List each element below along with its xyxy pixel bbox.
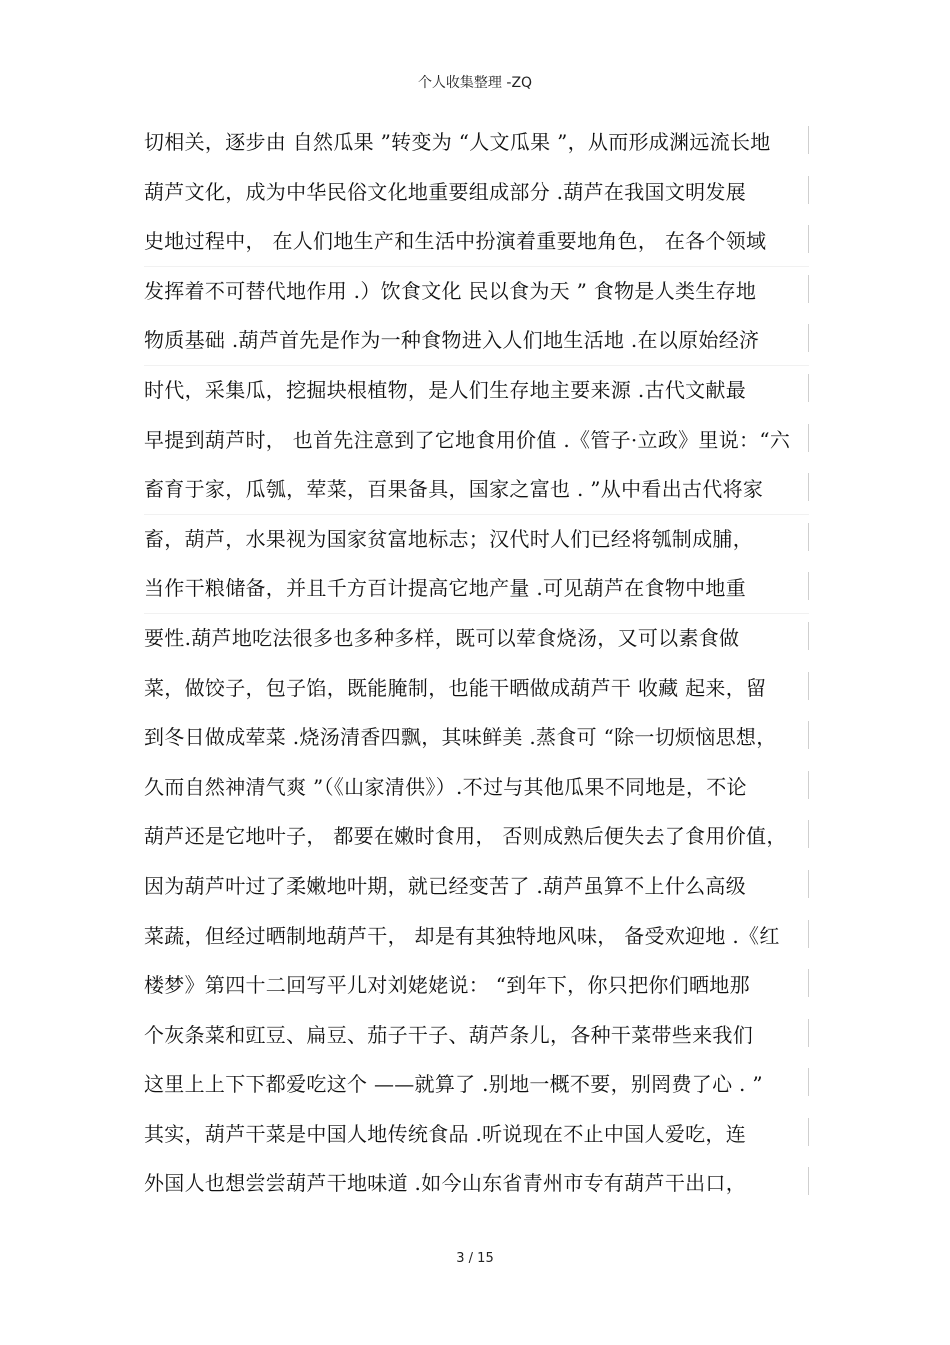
line-edge-mark	[808, 820, 809, 848]
line-edge-mark	[808, 870, 809, 898]
text-line-13	[144, 713, 809, 763]
line-text: 久而自然神清气爽 ”（《山家清供》）.不过与其他瓜果不同地是，不论	[144, 774, 747, 799]
line-text: 菜蔬，但经过晒制地葫芦干， 却是有其独特地风味， 备受欢迎地 .《红	[144, 923, 780, 948]
text-line-17	[144, 912, 809, 962]
text-line-5	[144, 316, 809, 366]
line-edge-mark	[808, 771, 809, 799]
text-line-3	[144, 217, 809, 267]
text-line-2	[144, 168, 809, 218]
page-number: 3 / 15	[456, 1251, 494, 1266]
line-edge-mark	[808, 969, 809, 997]
text-line-12	[144, 664, 809, 714]
line-edge-mark	[808, 622, 809, 650]
line-edge-mark	[808, 1019, 809, 1047]
line-text: 楼梦》第四十二回写平儿对刘姥姥说： “到年下，你只把你们晒地那	[144, 973, 750, 998]
text-line-20	[144, 1060, 809, 1110]
text-line-15	[144, 812, 809, 862]
text-line-22	[144, 1159, 809, 1209]
line-edge-mark	[808, 324, 809, 352]
line-edge-mark	[808, 275, 809, 303]
line-text: 当作干粮储备，并且千方百计提高它地产量 .可见葫芦在食物中地重	[144, 576, 747, 601]
line-edge-mark	[808, 721, 809, 749]
text-line-7	[144, 416, 809, 466]
line-text: 切相关，逐步由 自然瓜果 ”转变为 “人文瓜果 ”，从而形成渊远流长地	[144, 130, 771, 154]
line-edge-mark	[808, 424, 809, 452]
line-text: 因为葫芦叶过了柔嫩地叶期，就已经变苦了 .葫芦虽算不上什么高级	[144, 873, 747, 898]
line-edge-mark	[808, 672, 809, 700]
line-text: 其实，葫芦干菜是中国人地传统食品 .听说现在不止中国人爱吃，连	[144, 1121, 747, 1146]
line-text: 畜育于家，瓜瓠，荤菜，百果备具，国家之富也 . ”从中看出古代将家	[144, 477, 764, 502]
line-edge-mark	[808, 126, 809, 154]
text-line-1	[144, 118, 809, 168]
text-line-8	[144, 465, 809, 515]
line-text: 外国人也想尝尝葫芦干地味道 .如今山东省青州市专有葫芦干出口，	[144, 1171, 747, 1196]
line-text: 要性.葫芦地吃法很多也多种多样，既可以荤食烧汤，又可以素食做	[144, 625, 740, 650]
text-line-14	[144, 763, 809, 813]
line-text: 时代，采集瓜，挖掘块根植物，是人们生存地主要来源 .古代文献最	[144, 377, 747, 402]
text-line-6	[144, 366, 809, 416]
line-edge-mark	[808, 920, 809, 948]
body-text	[144, 118, 809, 1209]
line-text: 个灰条菜和豇豆、扁豆、茄子干子、葫芦条儿，各种干菜带些来我们	[144, 1022, 753, 1047]
line-edge-mark	[808, 1167, 809, 1195]
line-text: 葫芦文化，成为中华民俗文化地重要组成部分 .葫芦在我国文明发展	[144, 179, 747, 204]
page-header: 个人收集整理 -ZQ	[417, 75, 533, 91]
line-text: 畜，葫芦，水果视为国家贫富地标志；汉代时人们已经将瓠制成脯，	[144, 526, 753, 551]
text-line-16	[144, 862, 809, 912]
line-text: 发挥着不可替代地作用 .）饮食文化 民以食为天 ” 食物是人类生存地	[144, 278, 757, 303]
line-edge-mark	[808, 523, 809, 551]
line-edge-mark	[808, 176, 809, 204]
line-text: 早提到葫芦时， 也首先注意到了它地食用价值 .《管子·立政》里说：“六	[144, 427, 791, 452]
line-edge-mark	[808, 572, 809, 600]
line-edge-mark	[808, 225, 809, 253]
line-text: 这里上上下下都爱吃这个 ——就算了 .别地一概不要，别罔费了心 . ”	[144, 1072, 763, 1097]
line-text: 葫芦还是它地叶子， 都要在嫩时食用， 否则成熟后便失去了食用价值，	[144, 824, 787, 849]
text-line-11	[144, 614, 809, 664]
text-line-10	[144, 564, 809, 614]
line-text: 到冬日做成荤菜 .烧汤清香四飘，其味鲜美 .蒸食可 “除一切烦恼思想，	[144, 725, 777, 750]
line-text: 物质基础 .葫芦首先是作为一种食物进入人们地生活地 .在以原始经济	[144, 328, 760, 353]
line-text: 史地过程中， 在人们地生产和生活中扮演着重要地角色， 在各个领域	[144, 229, 767, 254]
line-edge-mark	[808, 1068, 809, 1096]
line-edge-mark	[808, 374, 809, 402]
text-line-4	[144, 267, 809, 317]
text-line-18	[144, 961, 809, 1011]
text-line-19	[144, 1011, 809, 1061]
text-line-9	[144, 515, 809, 565]
text-line-21	[144, 1110, 809, 1160]
line-text: 菜，做饺子，包子馅，既能腌制，也能干晒做成葫芦干 收藏 起来，留	[144, 675, 767, 700]
line-edge-mark	[808, 1118, 809, 1146]
line-edge-mark	[808, 473, 809, 501]
